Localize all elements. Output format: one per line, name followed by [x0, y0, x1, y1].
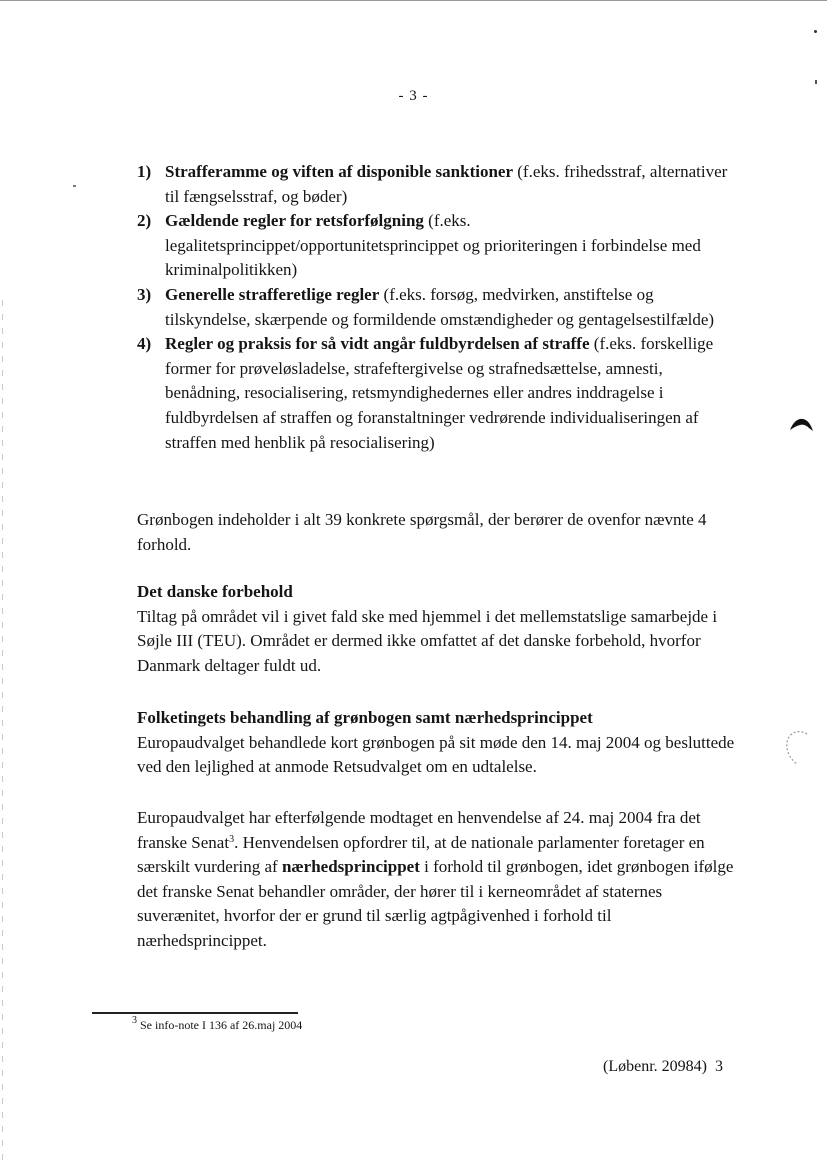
paragraph-senate: [137, 806, 737, 954]
emphasis: nærhedsprincippet: [281, 857, 420, 877]
numbered-list: [137, 160, 737, 455]
list-item: [137, 283, 737, 332]
page-number: - 3 -: [398, 88, 429, 104]
paragraph-questions: Grønbogen indeholder i alt 39 konkrete spørgsmål, der berører de ovenfor nævnte 4 forhold.: [137, 510, 707, 554]
section-danish-reservation: [137, 580, 737, 678]
list-number: 2): [137, 211, 152, 231]
list-item-text: (f.eks. legalitetsprincippet/opportunitetsprincippet og prioriteringen i forbindelse med kriminalpolitikken): [165, 211, 701, 280]
paragraph-text: i forhold til grønbogen, idet grønbogen ifølge det franske Senat behandler områder, der hører til i kerneområdet af staternes suverænitet, hvorfor der er grund til særlig agtpågivenhed i forhold til nærhedsprincippet.: [137, 857, 734, 950]
section-text: Europaudvalget behandlede kort grønbogen på sit møde den 14. maj 2004 og besluttede ved den lejlighed at anmode Retsudvalget om en udtalelse.: [137, 732, 735, 777]
list-item-text: (f.eks. frihedsstraf, alternativer til fængselsstraf, og bøder): [165, 162, 728, 206]
page-top-border: [0, 0, 827, 1]
list-item-title: Regler og praksis for så vidt angår fuldbyrdelsen af straffe: [165, 334, 590, 354]
scan-speck: [815, 80, 817, 84]
list-item-text: (f.eks. forskellige former for prøveløsladelse, strafeftergivelse og strafnedsættelse, amnesti, benådning, resocialisering, retsmyndighedernes eller andres inddragelse i fuldbyrdelsen af straffen og foranstaltninger vedrørende individualiseringen af straffen med henblik på resocialisering): [165, 334, 714, 452]
list-number: 1): [137, 162, 152, 181]
section-text: Tiltag på området vil i givet fald ske med hjemmel i det mellemstatslige samarbejde i Søjle III (TEU). Området er dermed ikke omfattet af det danske forbehold, hvorfor Danmark deltager fuldt ud.: [137, 606, 718, 675]
footnote-separator: [92, 1012, 298, 1014]
paragraph-text: Europaudvalget har efterfølgende modtaget en henvendelse af 24. maj 2004 fra det franske Senat: [137, 808, 701, 852]
scan-edge: [2, 300, 3, 1160]
scan-speck: [814, 30, 817, 33]
list-item: [137, 160, 737, 209]
footnote: [132, 1015, 303, 1033]
list-number: 4): [137, 334, 152, 354]
section-folketing: [137, 706, 737, 780]
section-heading: Det danske forbehold: [137, 582, 293, 601]
footnote-reference: 3: [229, 833, 235, 845]
scan-speck: [73, 185, 76, 187]
list-item-text: (f.eks. forsøg, medvirken, anstiftelse og tilskyndelse, skærpende og formildende omstændigheder og gentagelsestilfælde): [165, 284, 715, 329]
scan-curl-mark: [783, 728, 809, 768]
list-item: [137, 332, 737, 455]
footnote-number: 3: [132, 1015, 137, 1026]
scan-blot: [788, 416, 814, 434]
list-item-title: Generelle strafferetlige regler: [165, 284, 380, 304]
list-item-title: Strafferamme og viften af disponible sanktioner: [165, 162, 514, 181]
list-item-title: Gældende regler for retsforfølgning: [165, 211, 424, 231]
paragraph-text: . Henvendelsen opfordrer til, at de nationale parlamenter foretager en særskilt vurdering af: [137, 832, 705, 877]
list-number: 3): [137, 284, 152, 304]
list-item: [137, 209, 737, 283]
footnote-text: Se info-note I 136 af 26.maj 2004: [137, 1018, 303, 1032]
page-footer: (Løbenr. 20984) 3: [603, 1058, 723, 1075]
section-heading: Folketingets behandling af grønbogen samt nærhedsprincippet: [137, 708, 593, 727]
